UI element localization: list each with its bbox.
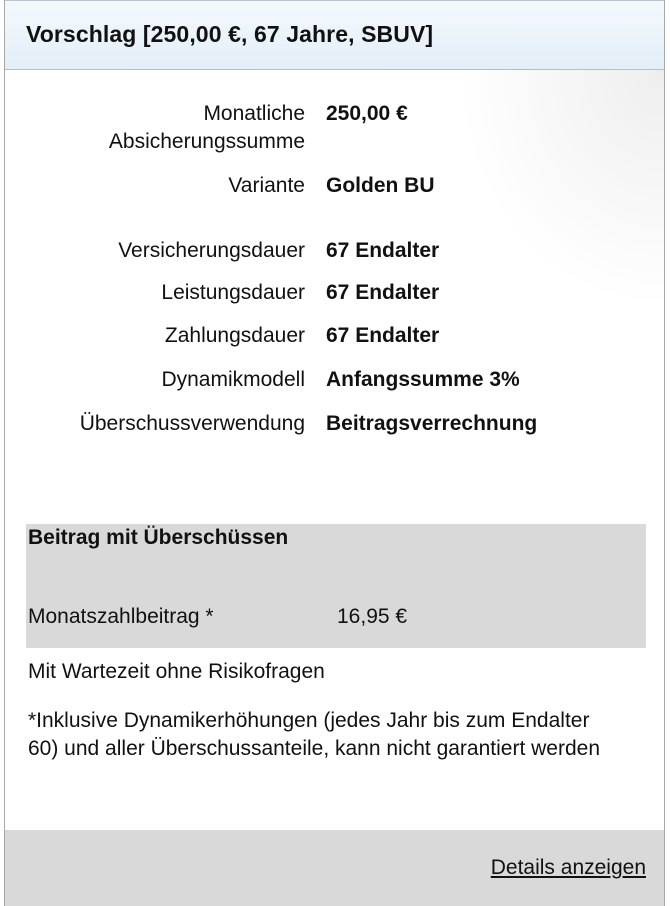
param-value: Golden BU xyxy=(326,174,435,197)
param-label: Versicherungsdauer xyxy=(118,239,305,262)
card-body xyxy=(5,70,664,830)
param-label: Dynamikmodell xyxy=(161,368,305,391)
card-title: Vorschlag [250,00 €, 67 Jahre, SBUV] xyxy=(26,21,434,47)
param-value: Anfangssumme 3% xyxy=(326,368,520,391)
monthly-premium-label: Monatszahlbeitrag * xyxy=(28,605,214,628)
param-label: Zahlungsdauer xyxy=(164,324,305,347)
card-footer xyxy=(5,830,664,906)
footnote: *Inklusive Dynamikerhöhungen (jedes Jahr bis zum Endalter 60) und aller Überschussanteile, kann nicht garantiert werden xyxy=(28,709,600,760)
param-value: 67 Endalter xyxy=(326,281,440,304)
details-link[interactable]: Details anzeigen xyxy=(490,856,646,879)
waiting-period-note: Mit Wartezeit ohne Risikofragen xyxy=(28,660,325,683)
param-label: Variante xyxy=(228,174,305,197)
proposal-card xyxy=(4,0,665,906)
card-header xyxy=(5,0,664,70)
premium-heading: Beitrag mit Überschüssen xyxy=(28,526,289,549)
monthly-premium-value: 16,95 € xyxy=(337,605,408,628)
param-value: 67 Endalter xyxy=(326,239,440,262)
param-value: 250,00 € xyxy=(326,102,408,125)
premium-box xyxy=(26,524,646,648)
param-value: 67 Endalter xyxy=(326,324,440,347)
param-label: Monatliche Absicherungssumme xyxy=(108,102,305,153)
param-value: Beitragsverrechnung xyxy=(326,412,538,435)
param-label: Überschussverwendung xyxy=(79,412,305,435)
param-label: Leistungsdauer xyxy=(161,281,305,304)
